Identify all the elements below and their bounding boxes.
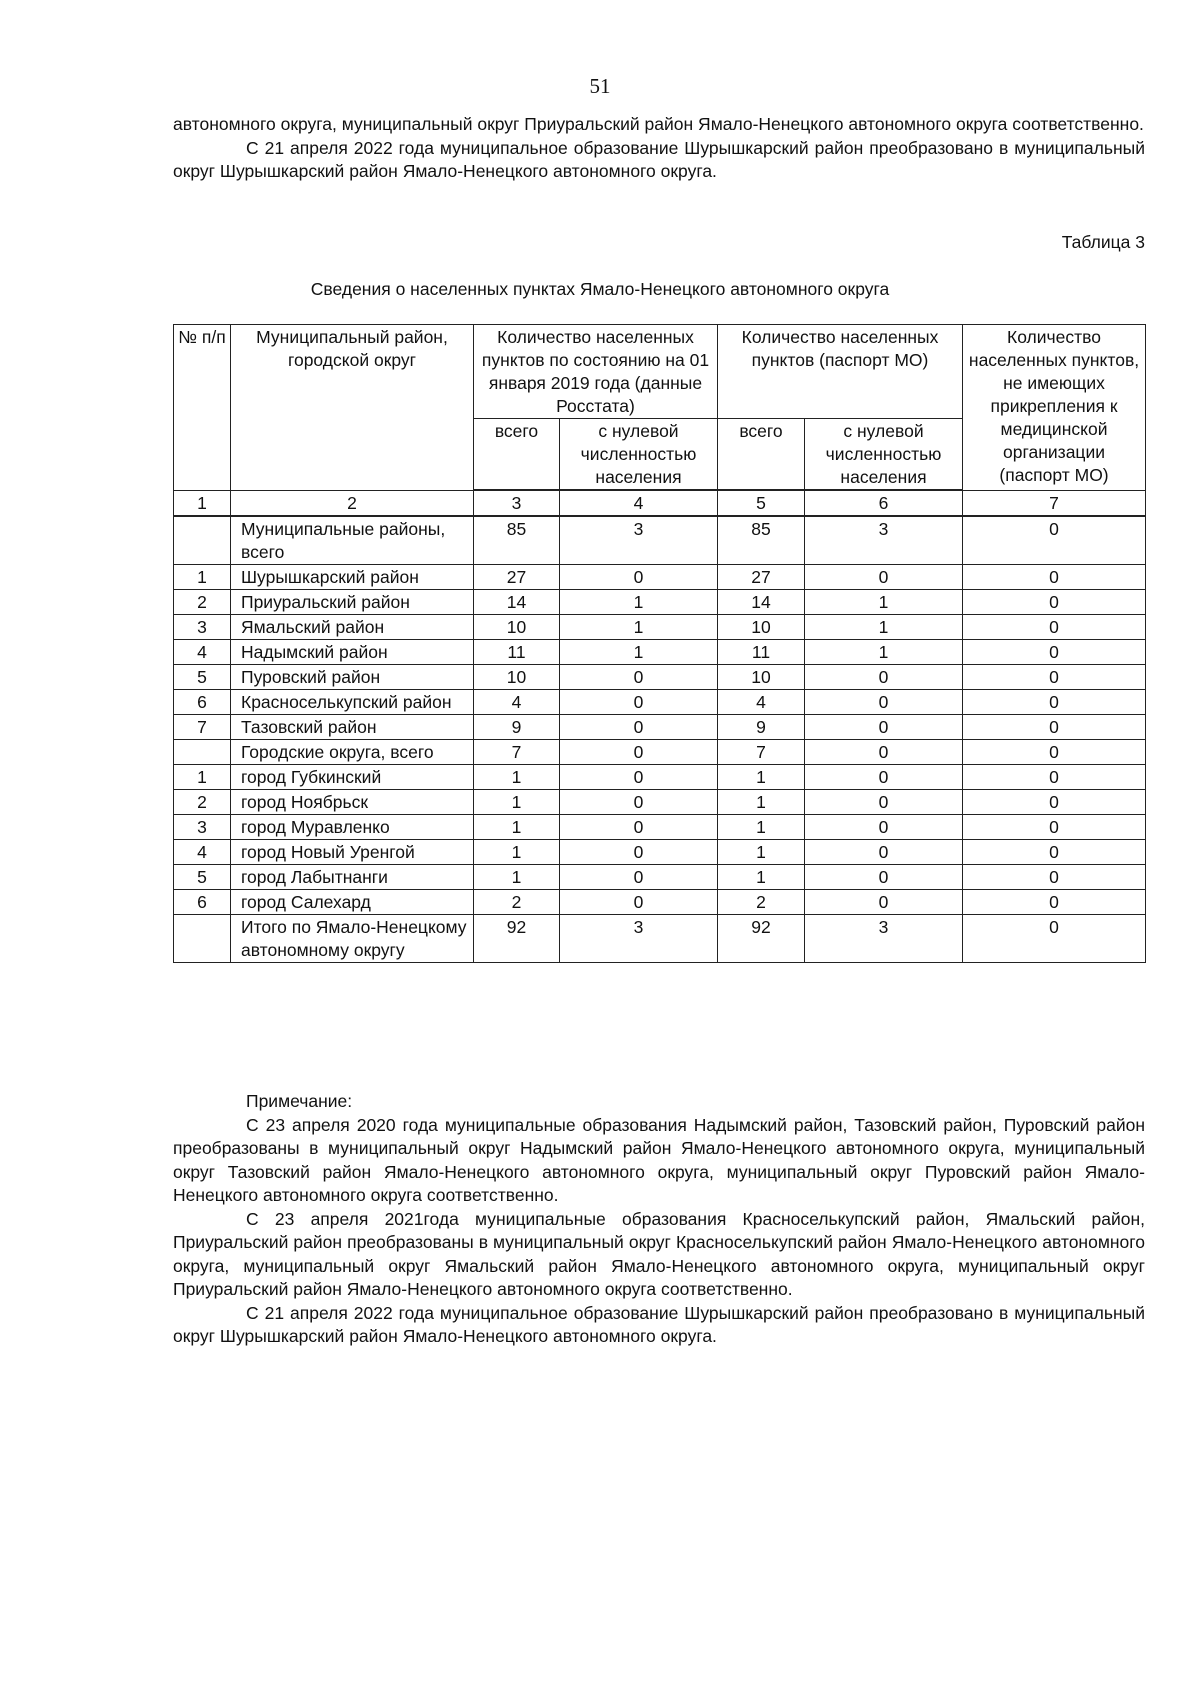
- table-label: Таблица 3: [1061, 232, 1145, 252]
- row-rosstat-zero: 1: [560, 640, 718, 665]
- notes-paragraph-2: С 23 апреля 2021года муниципальные образования Красноселькупский район, Ямальский район, Приуральский район преобразованы в муниципальный округ Красноселькупский район Ямало-Ненецкого автономного округа, муниципальный округ Ямальский район Ямало-Ненецкого автономного округа, муниципальный округ Приуральский район Ямало-Ненецкого автономного округа соответственно.: [173, 1208, 1145, 1299]
- table-body: [174, 490, 1146, 963]
- row-no-attach: 0: [963, 890, 1146, 915]
- row-passport-total: 10: [718, 665, 805, 690]
- table-row: [174, 715, 1146, 740]
- table-title: Сведения о населенных пунктах Ямало-Ненецкого автономного округа: [310, 279, 890, 299]
- intro-paragraph-2: С 21 апреля 2022 года муниципальное образование Шурышкарский район преобразовано в муниципальный округ Шурышкарский район Ямало-Ненецкого автономного округа.: [173, 137, 1145, 181]
- row-no-attach: 0: [963, 516, 1146, 565]
- col-number: 5: [718, 490, 805, 516]
- row-passport-zero: 0: [805, 565, 963, 590]
- row-rosstat-zero: 0: [560, 565, 718, 590]
- table-row: [174, 590, 1146, 615]
- row-district-name: Надымский район: [231, 640, 474, 665]
- row-passport-zero: 0: [805, 765, 963, 790]
- row-passport-total: 11: [718, 640, 805, 665]
- row-passport-zero: 0: [805, 815, 963, 840]
- row-no-attach: 0: [963, 590, 1146, 615]
- row-rosstat-zero: 0: [560, 765, 718, 790]
- row-no-attach: 0: [963, 715, 1146, 740]
- row-rosstat-total: 10: [474, 665, 560, 690]
- row-district-name: Шурышкарский район: [231, 565, 474, 590]
- row-no-attach: 0: [963, 915, 1146, 963]
- row-rosstat-zero: 0: [560, 715, 718, 740]
- row-rosstat-total: 1: [474, 840, 560, 865]
- row-passport-total: 10: [718, 615, 805, 640]
- row-district-name: город Новый Уренгой: [231, 840, 474, 865]
- row-district-name: город Ноябрьск: [231, 790, 474, 815]
- row-rosstat-zero: 1: [560, 615, 718, 640]
- col-number: 7: [963, 490, 1146, 516]
- table-row: [174, 690, 1146, 715]
- row-no-attach: 0: [963, 690, 1146, 715]
- row-passport-total: 1: [718, 865, 805, 890]
- row-rosstat-total: 27: [474, 565, 560, 590]
- col-number: 3: [474, 490, 560, 516]
- row-no-attach: 0: [963, 565, 1146, 590]
- row-passport-zero: 0: [805, 740, 963, 765]
- row-district-name: город Губкинский: [231, 765, 474, 790]
- row-number: 6: [174, 690, 231, 715]
- row-district-name: Пуровский район: [231, 665, 474, 690]
- row-rosstat-zero: 0: [560, 740, 718, 765]
- table-row: [174, 516, 1146, 565]
- row-passport-total: 27: [718, 565, 805, 590]
- header-row-1: [174, 325, 1146, 419]
- row-rosstat-total: 1: [474, 790, 560, 815]
- table-row: [174, 865, 1146, 890]
- table-row: [174, 740, 1146, 765]
- row-number: 4: [174, 840, 231, 865]
- row-no-attach: 0: [963, 840, 1146, 865]
- row-district-name: город Муравленко: [231, 815, 474, 840]
- row-passport-zero: 3: [805, 516, 963, 565]
- row-rosstat-zero: 1: [560, 590, 718, 615]
- row-district-name: Городские округа, всего: [231, 740, 474, 765]
- row-rosstat-total: 10: [474, 615, 560, 640]
- row-rosstat-total: 92: [474, 915, 560, 963]
- row-no-attach: 0: [963, 815, 1146, 840]
- row-passport-total: 2: [718, 890, 805, 915]
- row-number: [174, 740, 231, 765]
- col-number: 1: [174, 490, 231, 516]
- row-rosstat-zero: 0: [560, 865, 718, 890]
- row-district-name: Приуральский район: [231, 590, 474, 615]
- notes-title: Примечание:: [246, 1091, 353, 1111]
- table-row: [174, 665, 1146, 690]
- header-rosstat-total: всего: [474, 419, 560, 491]
- row-passport-zero: 1: [805, 590, 963, 615]
- header-no-attach: Количество населенных пунктов, не имеющих прикрепления к медицинской организации (паспорт МО): [963, 325, 1146, 491]
- header-rosstat-zero: с нулевой численностью населения: [560, 419, 718, 491]
- row-no-attach: 0: [963, 790, 1146, 815]
- row-passport-total: 85: [718, 516, 805, 565]
- row-no-attach: 0: [963, 615, 1146, 640]
- row-no-attach: 0: [963, 640, 1146, 665]
- table-row: [174, 790, 1146, 815]
- row-passport-total: 1: [718, 790, 805, 815]
- table-row: [174, 840, 1146, 865]
- row-passport-zero: 3: [805, 915, 963, 963]
- row-passport-zero: 0: [805, 890, 963, 915]
- row-number: 7: [174, 715, 231, 740]
- row-number: 2: [174, 790, 231, 815]
- row-rosstat-total: 1: [474, 765, 560, 790]
- row-no-attach: 0: [963, 865, 1146, 890]
- row-number: 1: [174, 765, 231, 790]
- row-rosstat-zero: 0: [560, 815, 718, 840]
- row-passport-total: 92: [718, 915, 805, 963]
- row-passport-total: 1: [718, 765, 805, 790]
- table-row: [174, 890, 1146, 915]
- row-district-name: Ямальский район: [231, 615, 474, 640]
- col-number: 2: [231, 490, 474, 516]
- row-no-attach: 0: [963, 740, 1146, 765]
- row-district-name: город Лабытнанги: [231, 865, 474, 890]
- row-number: 5: [174, 865, 231, 890]
- table-row: [174, 615, 1146, 640]
- col-number: 6: [805, 490, 963, 516]
- column-number-row: [174, 490, 1146, 516]
- page-number: 51: [589, 74, 611, 98]
- row-rosstat-total: 14: [474, 590, 560, 615]
- row-rosstat-total: 1: [474, 865, 560, 890]
- row-passport-total: 4: [718, 690, 805, 715]
- row-passport-total: 9: [718, 715, 805, 740]
- row-district-name: Итого по Ямало-Ненецкому автономному округу: [231, 915, 474, 963]
- row-number: 1: [174, 565, 231, 590]
- header-district: Муниципальный район, городской округ: [231, 325, 474, 491]
- row-rosstat-zero: 0: [560, 665, 718, 690]
- row-district-name: Муниципальные районы, всего: [231, 516, 474, 565]
- table-row: [174, 815, 1146, 840]
- row-number: 3: [174, 815, 231, 840]
- row-rosstat-zero: 3: [560, 915, 718, 963]
- row-rosstat-total: 11: [474, 640, 560, 665]
- row-rosstat-total: 85: [474, 516, 560, 565]
- row-passport-zero: 0: [805, 690, 963, 715]
- row-rosstat-total: 2: [474, 890, 560, 915]
- header-passport-zero: с нулевой численностью населения: [805, 419, 963, 491]
- row-passport-zero: 0: [805, 840, 963, 865]
- row-no-attach: 0: [963, 765, 1146, 790]
- table-row: [174, 765, 1146, 790]
- table-row: [174, 915, 1146, 963]
- intro-paragraph-1: автономного округа, муниципальный округ Приуральский район Ямало-Ненецкого автономного округа соответственно.: [173, 114, 1144, 134]
- row-passport-zero: 0: [805, 715, 963, 740]
- row-rosstat-total: 4: [474, 690, 560, 715]
- row-rosstat-zero: 0: [560, 790, 718, 815]
- notes-paragraph-3: С 21 апреля 2022 года муниципальное образование Шурышкарский район преобразовано в муниципальный округ Шурышкарский район Ямало-Ненецкого автономного округа.: [173, 1302, 1145, 1346]
- row-number: 5: [174, 665, 231, 690]
- row-rosstat-zero: 0: [560, 890, 718, 915]
- row-rosstat-total: 7: [474, 740, 560, 765]
- row-district-name: Красноселькупский район: [231, 690, 474, 715]
- header-rosstat: Количество населенных пунктов по состоянию на 01 января 2019 года (данные Росстата): [474, 325, 718, 419]
- row-number: [174, 516, 231, 565]
- row-number: 3: [174, 615, 231, 640]
- intro-text: [173, 113, 1145, 184]
- notes-paragraph-1: С 23 апреля 2020 года муниципальные образования Надымский район, Тазовский район, Пуровский район преобразованы в муниципальный округ Надымский район Ямало-Ненецкого автономного округа, муниципальный округ Тазовский район Ямало-Ненецкого автономного округа, муниципальный округ Пуровский район Ямало-Ненецкого автономного округа соответственно.: [173, 1114, 1145, 1205]
- row-number: [174, 915, 231, 963]
- row-passport-total: 7: [718, 740, 805, 765]
- row-rosstat-zero: 0: [560, 840, 718, 865]
- row-passport-total: 14: [718, 590, 805, 615]
- header-passport-total: всего: [718, 419, 805, 491]
- row-number: 6: [174, 890, 231, 915]
- row-passport-total: 1: [718, 815, 805, 840]
- row-rosstat-zero: 3: [560, 516, 718, 565]
- row-passport-zero: 0: [805, 790, 963, 815]
- row-passport-zero: 0: [805, 665, 963, 690]
- row-passport-zero: 1: [805, 640, 963, 665]
- header-passport: Количество населенных пунктов (паспорт МО): [718, 325, 963, 419]
- header-num: № п/п: [174, 325, 231, 491]
- row-rosstat-total: 1: [474, 815, 560, 840]
- settlements-table: [173, 324, 1146, 963]
- row-no-attach: 0: [963, 665, 1146, 690]
- row-number: 2: [174, 590, 231, 615]
- table-header: [174, 325, 1146, 491]
- row-rosstat-total: 9: [474, 715, 560, 740]
- row-district-name: Тазовский район: [231, 715, 474, 740]
- notes-text: [173, 1090, 1145, 1349]
- row-passport-total: 1: [718, 840, 805, 865]
- table-row: [174, 640, 1146, 665]
- row-district-name: город Салехард: [231, 890, 474, 915]
- col-number: 4: [560, 490, 718, 516]
- row-number: 4: [174, 640, 231, 665]
- table-row: [174, 565, 1146, 590]
- row-rosstat-zero: 0: [560, 690, 718, 715]
- row-passport-zero: 0: [805, 865, 963, 890]
- row-passport-zero: 1: [805, 615, 963, 640]
